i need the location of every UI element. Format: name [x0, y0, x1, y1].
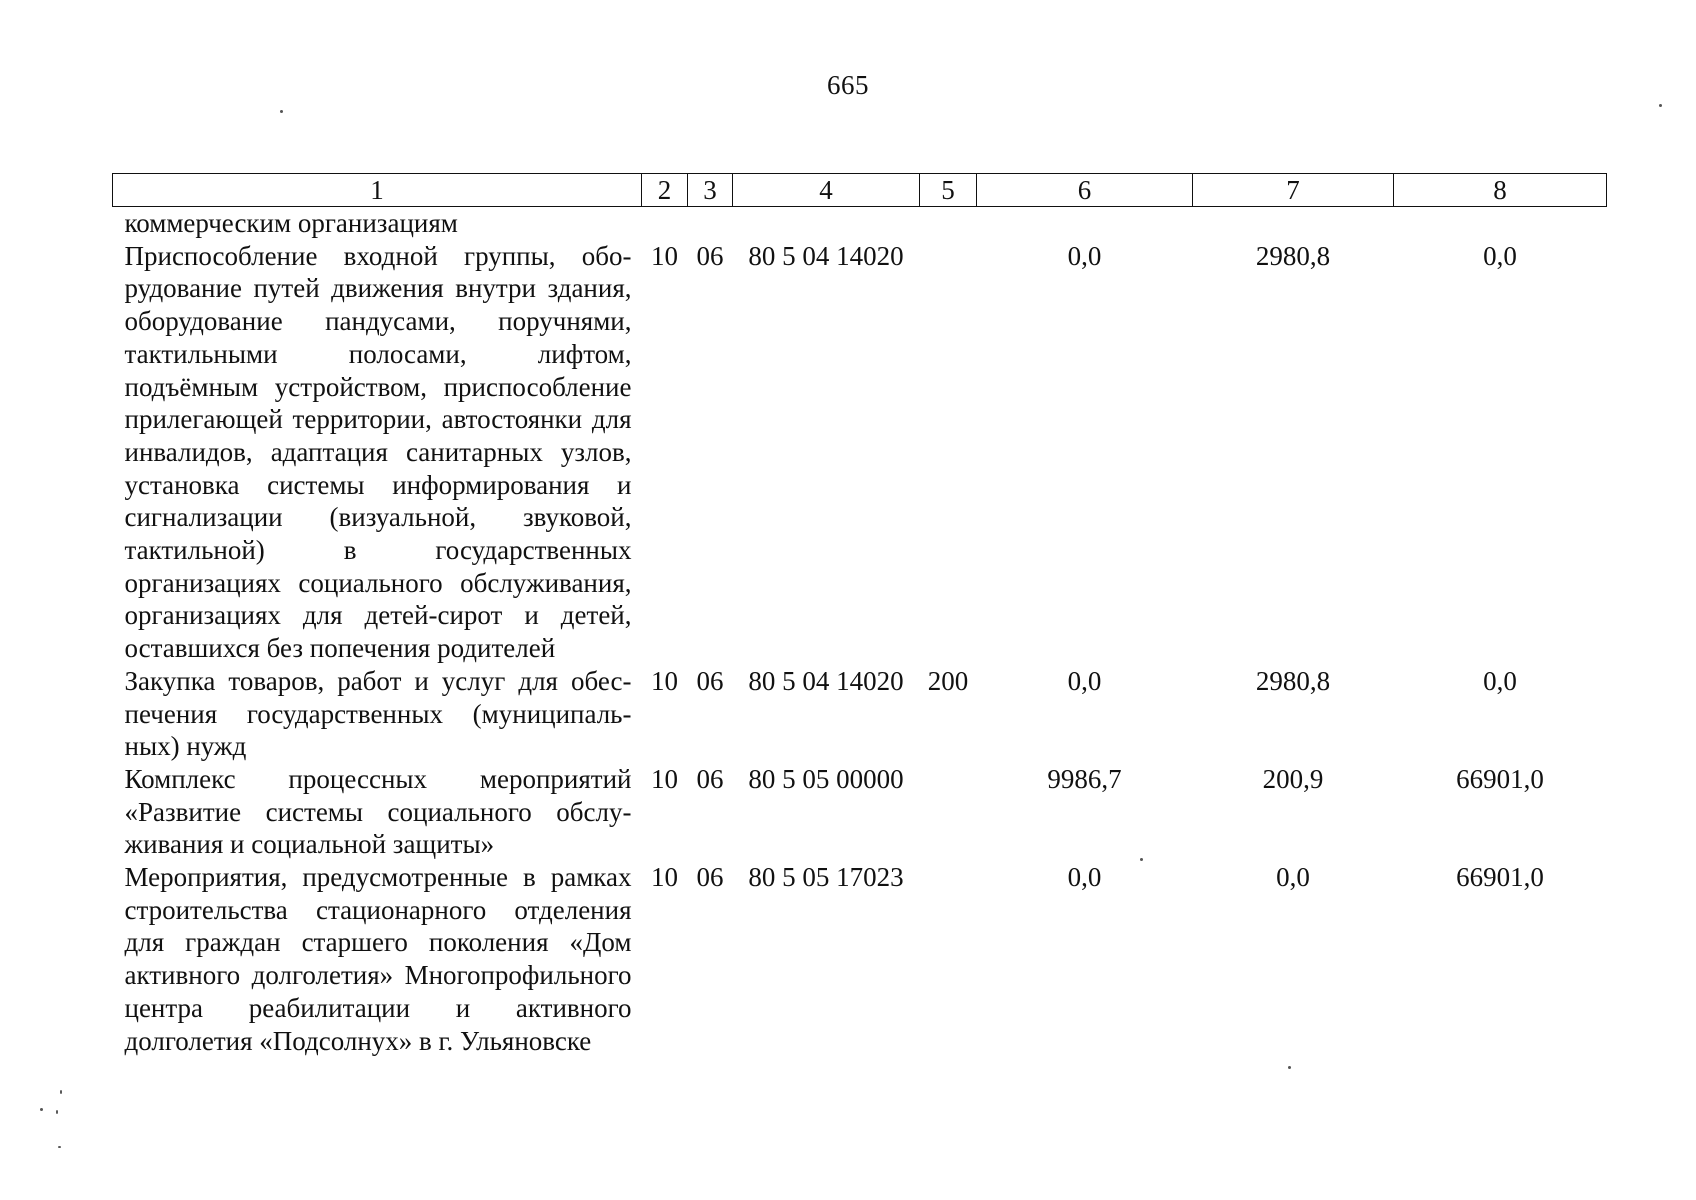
scan-speck — [1288, 1066, 1291, 1069]
column-header-4: 4 — [733, 174, 920, 207]
row-expense-type — [920, 861, 977, 1057]
row-expense-type: 200 — [927, 665, 969, 696]
row-expense-type — [920, 207, 977, 240]
scan-speck — [60, 1090, 62, 1094]
row-section: 10 — [651, 862, 678, 893]
row-expense-type — [920, 240, 977, 665]
page-number: 665 — [827, 70, 869, 100]
row-name: Приспособление входной группы, оборудование путей движения внутри здания, оборудование пандусами, поручнями, тактильными полосами, лифтом, подъёмным устройством, приспособление прилегающей территории, автостоянки для инвалидов, адаптация санитарных узлов, установка системы информирования и сигнализации (визуальной, звуковой, тактильной) в государственных организациях социального обслуживания, организациях для детей-сирот и детей, оставшихся без попечения родителей — [124, 240, 632, 664]
budget-table — [112, 173, 1607, 1057]
column-header-1: 1 — [113, 174, 642, 207]
table-row — [113, 665, 1607, 763]
scan-speck — [1140, 858, 1143, 861]
row-amount-col7 — [1193, 207, 1394, 240]
row-name: Мероприятия, предусмотренные в рамках строительства стационарного отделения для граждан старшего поколения «Дом активного долголетия» Многопрофильного центра реабилитации и активного долголетия «Подсолнух» в г. Ульяновске — [124, 862, 632, 1056]
row-amount-col8: 0,0 — [1483, 665, 1517, 696]
row-section: 10 — [651, 665, 678, 696]
row-target-article: 80 5 04 14020 — [748, 665, 904, 696]
column-header-5: 5 — [920, 174, 977, 207]
row-amount-col6: 0,0 — [1067, 240, 1102, 271]
table-row — [113, 861, 1607, 1057]
column-header-3: 3 — [688, 174, 733, 207]
row-amount-col7: 2980,8 — [1255, 240, 1331, 271]
row-amount-col6: 9986,7 — [1047, 763, 1122, 794]
table-row — [113, 240, 1607, 665]
row-amount-col8: 66901,0 — [1456, 862, 1544, 893]
column-header-2: 2 — [642, 174, 688, 207]
row-target-article: 80 5 05 00000 — [748, 763, 904, 794]
row-subsection: 06 — [696, 665, 724, 696]
row-name: Закупка товаров, работ и услуг для обеспечения государственных (муниципальных) нужд — [124, 665, 632, 762]
column-header-7: 7 — [1193, 174, 1394, 207]
row-amount-col6 — [977, 207, 1193, 240]
row-target-article — [733, 207, 920, 240]
row-section — [642, 207, 688, 240]
row-amount-col8 — [1394, 207, 1607, 240]
row-subsection — [688, 207, 733, 240]
row-section: 10 — [651, 240, 678, 271]
row-name: коммерческим организациям — [124, 208, 458, 238]
row-amount-col7: 2980,8 — [1255, 665, 1331, 696]
row-amount-col8: 0,0 — [1483, 240, 1517, 271]
row-target-article: 80 5 05 17023 — [748, 862, 904, 893]
table-row — [113, 207, 1607, 240]
scan-speck — [58, 1146, 61, 1148]
row-amount-col7: 200,9 — [1262, 763, 1324, 794]
column-header-6: 6 — [977, 174, 1193, 207]
row-subsection: 06 — [696, 240, 724, 271]
row-amount-col6: 0,0 — [1067, 862, 1102, 893]
scan-speck — [1659, 104, 1662, 107]
row-name: Комплекс процессных мероприятий «Развитие системы социального обслуживания и социальной защиты» — [124, 763, 632, 860]
row-amount-col7: 0,0 — [1276, 862, 1310, 893]
row-amount-col6: 0,0 — [1067, 665, 1102, 696]
table-row — [113, 763, 1607, 861]
row-amount-col8: 66901,0 — [1456, 763, 1544, 794]
scan-speck — [280, 110, 283, 113]
column-header-8: 8 — [1394, 174, 1607, 207]
row-subsection: 06 — [696, 862, 724, 893]
scan-speck — [56, 1110, 58, 1114]
row-expense-type — [920, 763, 977, 861]
row-section: 10 — [651, 763, 678, 794]
scan-speck — [40, 1108, 43, 1111]
row-subsection: 06 — [696, 763, 724, 794]
table-header-row — [113, 174, 1607, 207]
row-target-article: 80 5 04 14020 — [748, 240, 904, 271]
